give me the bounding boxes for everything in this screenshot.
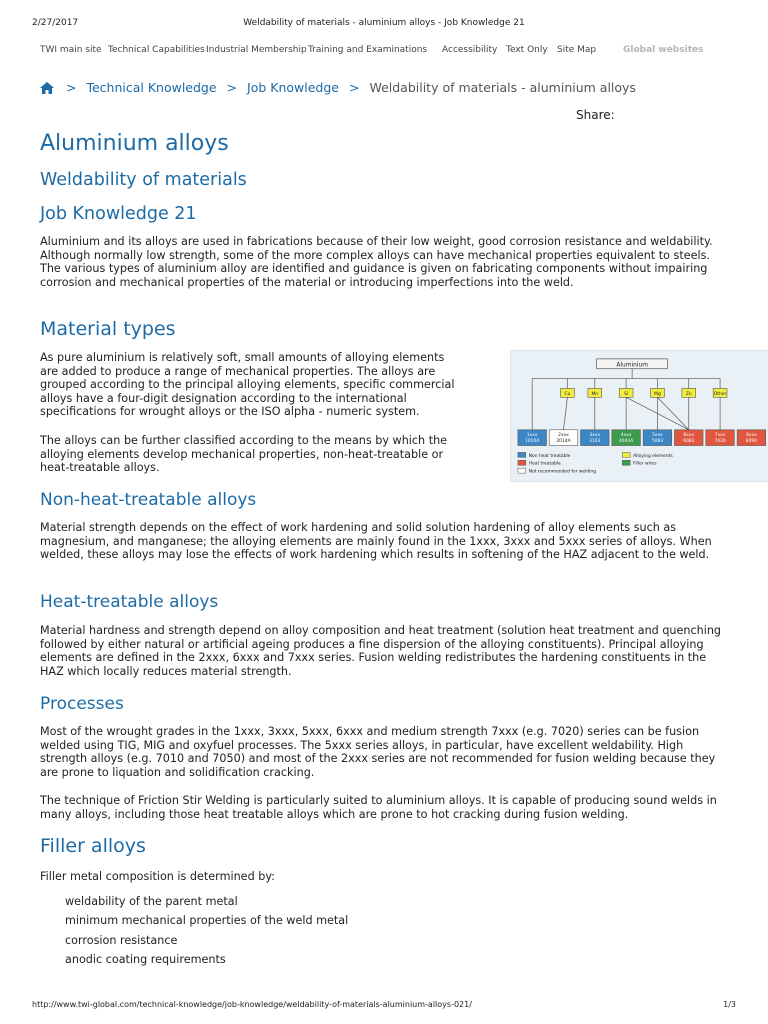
list-item: corrosion resistance	[65, 933, 178, 947]
non-heat-treatable-paragraph: Material strength depends on the effect of work hardening and solid solution hardening of alloy elements such as magnesium, and manganese; the alloying elements are mainly found in the 1xxx, 3xxx and 5xxx series of alloys. When welded, these alloys may lose the effects of work hardening which results in softening of the HAZ adjacent to the weld.	[40, 521, 712, 562]
nav-accessibility[interactable]: Accessibility	[442, 45, 498, 55]
legend-swatch	[622, 460, 630, 465]
nav-twi-main-site[interactable]: TWI main site	[40, 45, 102, 55]
element-label: Zn	[685, 391, 692, 397]
legend-swatch	[622, 452, 630, 457]
legend-label: Not recommended for welding	[528, 469, 597, 475]
legend-swatch	[518, 452, 526, 457]
breadcrumb-separator: >	[66, 80, 77, 95]
filler-list	[65, 892, 348, 970]
series-grade-label: 2014A	[556, 439, 571, 445]
material-types-paragraph-2: The alloys can be further classified according to the means by which the alloying elements develop mechanical properties, non-heat-treatable or heat-treatable alloys.	[40, 434, 448, 475]
nav-technical-capabilities[interactable]: Technical Capabilities	[108, 45, 205, 55]
legend-label: Filler wires	[633, 461, 657, 467]
print-page-number: 1/3	[723, 1000, 736, 1009]
heading-processes: Processes	[40, 694, 124, 714]
series-grade-label: 4043A	[618, 439, 634, 445]
connector-line	[563, 397, 567, 430]
series-grade-label: 8090	[745, 439, 758, 445]
nav-training-examinations[interactable]: Training and Examinations	[308, 45, 428, 55]
breadcrumb-technical-knowledge[interactable]: Technical Knowledge	[86, 80, 217, 95]
print-url: http://www.twi-global.com/technical-knowledge/job-knowledge/weldability-of-materials-aluminium-alloys-021/	[32, 1000, 472, 1009]
print-title: Weldability of materials - aluminium alloys - Job Knowledge 21	[243, 18, 525, 28]
series-code-label: 2xxx	[558, 433, 569, 439]
breadcrumb-current: Weldability of materials - aluminium alloys	[369, 80, 636, 95]
element-label: Cu	[564, 391, 571, 397]
element-label: Mg	[654, 391, 661, 397]
page-subtitle: Weldability of materials	[40, 170, 247, 190]
processes-paragraph-2: The technique of Friction Stir Welding is particularly suited to aluminium alloys. It is capable of producing sound welds in many alloys, including those heat treatable alloys which are prone to hot cracking during fusion welding.	[40, 794, 717, 821]
page-title: Aluminium alloys	[40, 131, 229, 156]
filler-intro: Filler metal composition is determined by:	[40, 870, 275, 883]
home-icon[interactable]	[40, 82, 54, 94]
list-item: anodic coating requirements	[65, 953, 226, 967]
list-item: weldability of the parent metal	[65, 895, 238, 908]
heat-treatable-paragraph: Material hardness and strength depend on alloy composition and heat treatment (solution heat treatment and quenching followed by either natural or artificial ageing produces a fine dispersion of the alloying constituents). Principal alloying elements are defined in the 2xxx, 6xxx and 7xxx series. Fusion welding redistributes the hardening constituents in the HAZ which locally reduces material strength.	[40, 624, 722, 678]
root-label: Aluminium	[616, 362, 648, 369]
series-code-label: 6xxx	[683, 433, 695, 439]
element-label: Mn	[591, 391, 599, 397]
series-code-label: 4xxx	[620, 433, 632, 439]
legend-swatch	[518, 468, 526, 473]
share-label: Share:	[576, 108, 615, 122]
legend-label: Alloying elements	[633, 453, 673, 459]
print-footer	[32, 1000, 736, 1012]
intro-paragraph: Aluminium and its alloys are used in fabrications because of their low weight, good corrosion resistance and weldability. Although normally low strength, some of the more complex alloys can have mechanical properties equivalent to steels. The various types of aluminium alloy are identified and guidance is given on fabricating components without impairing corrosion and mechanical properties of the material or introducing imperfections into the weld.	[40, 235, 713, 289]
series-code-label: 8xxx	[746, 433, 757, 439]
list-item: minimum mechanical properties of the weld metal	[65, 914, 349, 928]
heading-material-types: Material types	[40, 318, 176, 340]
alloy-classification-figure	[510, 350, 768, 482]
legend-label: Non heat treatable	[528, 453, 571, 459]
breadcrumb-separator: >	[348, 80, 360, 95]
series-grade-label: 7020	[714, 439, 726, 445]
series-title: Job Knowledge 21	[40, 204, 197, 224]
element-label: Other	[713, 391, 727, 397]
processes-paragraph-1: Most of the wrought grades in the 1xxx, 3xxx, 5xxx, 6xxx and medium strength 7xxx (e.g. 7020) series can be fusion welded using TIG, MIG and oxyfuel processes. The 5xxx series alloys, in particular, have excellent weldability. High strength alloys (e.g. 7010 and 7050) and most of the 2xxx series are not recommended for fusion welding because they are prone to liquation and solidification cracking.	[40, 725, 716, 779]
breadcrumb-separator: >	[226, 80, 238, 95]
series-code-label: 3xxx	[589, 433, 601, 439]
series-code-label: 5xxx	[652, 433, 663, 439]
connector-line	[657, 397, 688, 430]
alloy-diagram	[511, 351, 768, 481]
series-grade-label: 5083	[651, 439, 664, 445]
nav-text-only[interactable]: Text Only	[506, 45, 548, 55]
heading-non-heat-treatable: Non-heat-treatable alloys	[40, 490, 257, 510]
element-label: Si	[624, 391, 629, 397]
legend-label: Heat treatable	[528, 461, 561, 467]
series-grade-label: 1050A	[525, 439, 540, 445]
series-grade-label: 6082	[683, 439, 695, 445]
nav-site-map[interactable]: Site Map	[557, 45, 597, 55]
material-types-paragraph-1: As pure aluminium is relatively soft, small amounts of alloying elements are added to produce a range of mechanical properties. The alloys are grouped according to the principal alloying elements, specific commercial alloys have a four-digit designation according to the international specifications for wrought alloys or the ISO alpha - numeric system.	[40, 351, 455, 419]
series-code-label: 7xxx	[714, 433, 726, 439]
nav-industrial-membership[interactable]: Industrial Membership	[206, 45, 307, 55]
breadcrumb-job-knowledge[interactable]: Job Knowledge	[247, 80, 339, 95]
heading-heat-treatable: Heat-treatable alloys	[40, 592, 219, 612]
nav-global-websites[interactable]: Global websites	[623, 45, 704, 55]
heading-filler-alloys: Filler alloys	[40, 835, 146, 857]
print-date: 2/27/2017	[32, 18, 79, 28]
series-grade-label: 3103	[589, 439, 601, 445]
legend-swatch	[518, 460, 526, 465]
series-code-label: 1xxx	[526, 433, 538, 439]
top-navigation	[40, 45, 728, 61]
print-header	[32, 18, 736, 32]
breadcrumb	[38, 80, 738, 98]
